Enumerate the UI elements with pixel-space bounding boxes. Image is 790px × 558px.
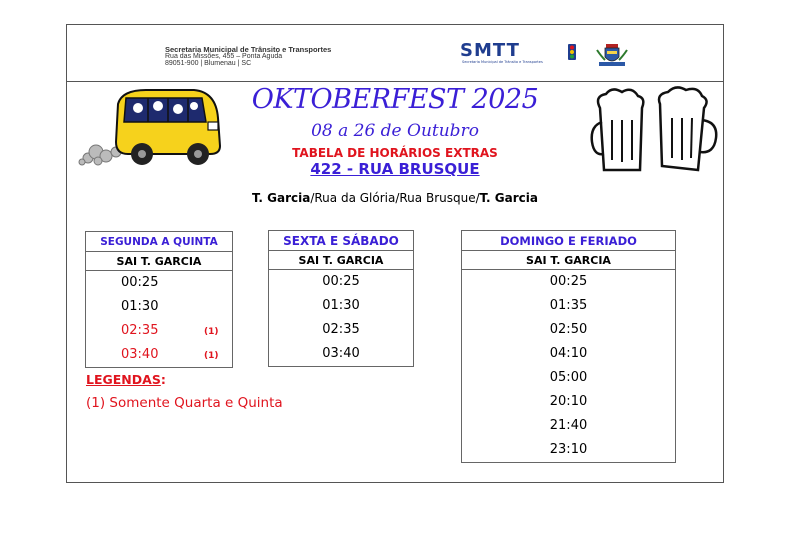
- departure-time: 02:35: [121, 323, 159, 338]
- departure-time: 00:25: [322, 274, 360, 289]
- departure-time: 20:10: [549, 394, 588, 409]
- smtt-logo: [460, 42, 578, 66]
- schedule-table-sunday-holiday: [461, 230, 676, 463]
- table-row: [269, 270, 413, 294]
- table-row: [86, 319, 232, 343]
- table-row: [269, 318, 413, 342]
- schedule-subtitle: TABELA DE HORÁRIOS EXTRAS: [292, 146, 498, 160]
- event-title: OKTOBERFEST 2025: [251, 84, 539, 115]
- route-name: 422 - RUA BRUSQUE: [310, 160, 480, 178]
- departure-time: 02:35: [322, 322, 360, 337]
- table-row: [462, 270, 675, 294]
- table-departure: SAI T. GARCIA: [86, 251, 232, 271]
- table-row: [462, 390, 675, 414]
- table-row: [86, 343, 232, 367]
- departure-time: 02:50: [549, 322, 588, 337]
- department-address: [165, 46, 331, 67]
- table-heading: DOMINGO E FERIADO: [462, 230, 675, 250]
- table-heading: SEGUNDA A QUINTA: [86, 231, 232, 251]
- legend-title-colon: :: [160, 372, 166, 387]
- footnote-marker: (1): [204, 351, 219, 361]
- table-row: [86, 271, 232, 295]
- itinerary-start: T. Garcia: [252, 191, 311, 205]
- city-crest-icon: [595, 42, 629, 68]
- department-city: 89051-900 | Blumenau | SC: [165, 60, 252, 67]
- departure-time: 01:30: [322, 298, 360, 313]
- departure-time: 05:00: [549, 370, 588, 385]
- table-row: [462, 438, 675, 462]
- route-itinerary: [0, 191, 790, 205]
- departure-time: 03:40: [322, 346, 360, 361]
- event-dates: 08 a 26 de Outubro: [311, 121, 479, 141]
- traffic-light-icon: [568, 44, 576, 60]
- itinerary-end: T. Garcia: [479, 191, 538, 205]
- table-departure: SAI T. GARCIA: [462, 250, 675, 270]
- schedule-table-weekdays: [85, 231, 233, 368]
- departure-time: 23:10: [549, 442, 588, 457]
- table-row: [462, 294, 675, 318]
- table-row: [462, 342, 675, 366]
- smtt-logo-text: SMTT: [460, 40, 520, 61]
- legend-title-text: LEGENDAS: [86, 372, 161, 387]
- departure-time: 03:40: [121, 347, 159, 362]
- schedule-table-friday-saturday: [268, 230, 414, 367]
- departure-time: 04:10: [549, 346, 588, 361]
- table-row: [462, 366, 675, 390]
- smtt-logo-subtitle: Secretaria Municipal de Trânsito e Transportes: [462, 60, 543, 64]
- table-row: [462, 414, 675, 438]
- itinerary-middle: /Rua da Glória/Rua Brusque/: [310, 191, 480, 205]
- legend-item: (1) Somente Quarta e Quinta: [86, 395, 283, 411]
- departure-time: 00:25: [121, 275, 159, 290]
- table-row: [269, 342, 413, 366]
- table-heading: SEXTA E SÁBADO: [269, 230, 413, 250]
- table-row: [462, 318, 675, 342]
- table-departure: SAI T. GARCIA: [269, 250, 413, 270]
- table-row: [269, 294, 413, 318]
- footnote-marker: (1): [204, 327, 219, 337]
- departure-time: 01:35: [549, 298, 588, 313]
- department-name: Secretaria Municipal de Trânsito e Transportes: [165, 45, 332, 54]
- departure-time: 00:25: [549, 274, 588, 289]
- departure-time: 21:40: [549, 418, 588, 433]
- department-street: Rua das Missões, 455 – Ponta Aguda: [165, 53, 283, 60]
- departure-time: 01:30: [121, 299, 159, 314]
- legend-title: [86, 372, 166, 387]
- table-row: [86, 295, 232, 319]
